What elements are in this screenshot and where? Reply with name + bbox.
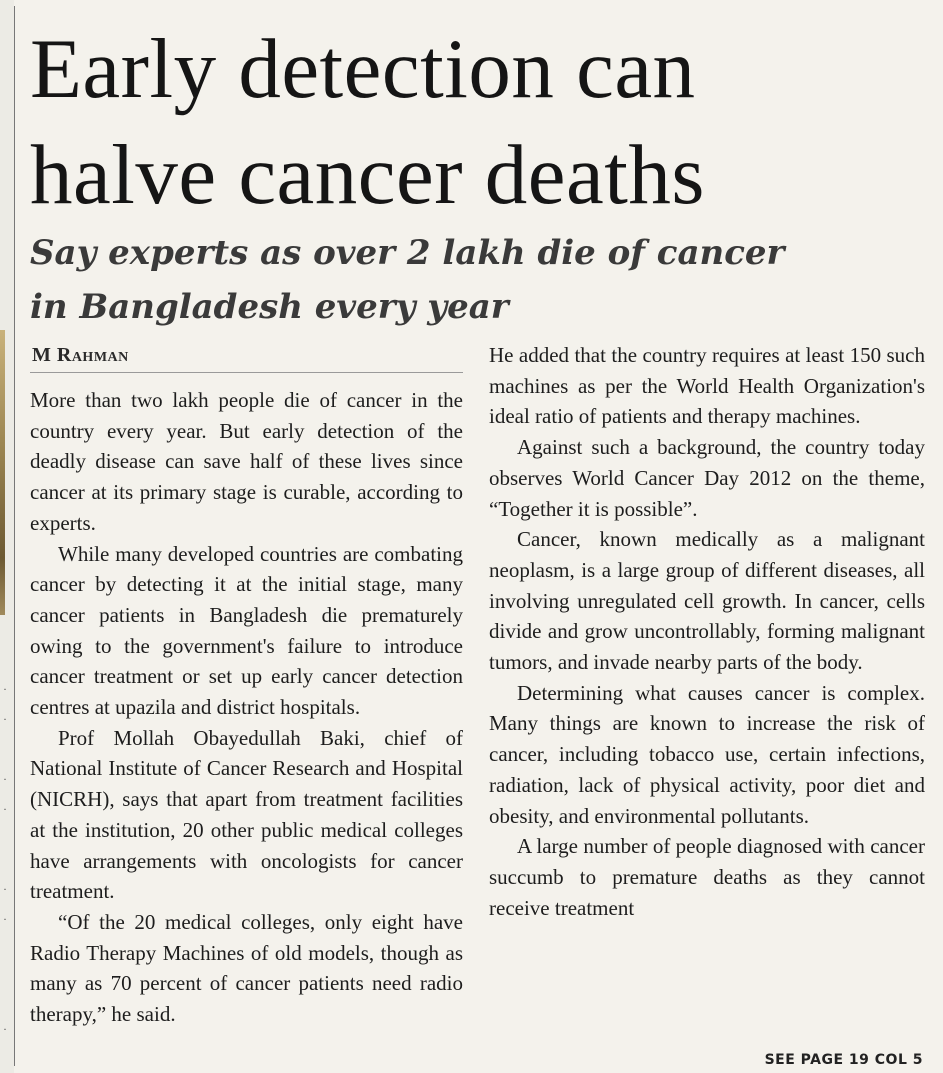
paragraph: He added that the country requires at least 150 such machines as per the World Health Organization's ideal ratio of patients and therapy machines. — [489, 343, 925, 429]
paragraph: A large number of people diagnosed with cancer succumb to premature deaths as they cannot receive treatment — [489, 834, 925, 920]
headline-line-2: halve cancer deaths — [30, 128, 705, 222]
margin-mark: · — [3, 912, 7, 926]
subheadline — [30, 226, 930, 334]
margin-mark: · — [3, 772, 7, 786]
continued-on-page-note: SEE PAGE 19 COL 5 — [764, 1052, 923, 1068]
paragraph: “Of the 20 medical colleges, only eight have Radio Therapy Machines of old models, though as many as 70 percent of cancer patients need radio therapy,” he said. — [30, 909, 463, 1027]
subheadline-line-1: Say experts as over 2 lakh die of cancer — [30, 233, 785, 273]
paragraph: Cancer, known medically as a malignant neoplasm, is a large group of different diseases, all involving unregulated cell growth. In cancer, cells divide and grow uncontrollably, forming malignant tumors, and invade nearby parts of the body. — [489, 527, 925, 675]
byline-bar — [30, 342, 463, 373]
article-column-1 — [30, 385, 463, 1030]
paragraph: Determining what causes cancer is complex. Many things are known to increase the risk of cancer, including tobacco use, certain infections, radiation, lack of physical activity, poor diet and obesity, and environmental pollutants. — [489, 680, 925, 828]
margin-mark: · — [3, 882, 7, 896]
margin-mark: · — [3, 1022, 7, 1036]
margin-mark: · — [3, 712, 7, 726]
paragraph: Against such a background, the country today observes World Cancer Day 2012 on the theme, “Together it is possible”. — [489, 435, 925, 521]
margin-mark: · — [3, 682, 7, 696]
paragraph: More than two lakh people die of cancer in the country every year. But early detection of the deadly disease can save half of these lives since cancer at its primary stage is curable, according to experts. — [30, 388, 463, 535]
margin-mark: · — [3, 802, 7, 816]
adjacent-photo-edge — [0, 330, 5, 615]
paragraph: Prof Mollah Obayedullah Baki, chief of National Institute of Cancer Research and Hospital (NICRH), says that apart from treatment facilities at the institution, 20 other public medical colleges have arrangements with oncologists for cancer treatment. — [30, 725, 463, 904]
subheadline-line-2: in Bangladesh every year — [30, 287, 509, 327]
column-rule — [14, 6, 15, 1066]
headline-line-1: Early detection can — [30, 22, 696, 116]
adjacent-page-margin — [0, 0, 14, 1073]
paragraph: While many developed countries are combating cancer by detecting it at the initial stage, many cancer patients in Bangladesh die prematurely owing to the government's failure to introduce cancer treatment or set up early cancer detection centres at upazila and district hospitals. — [30, 541, 463, 720]
article-column-2 — [489, 340, 925, 923]
headline — [30, 16, 935, 228]
byline: M Rahman — [32, 344, 129, 366]
